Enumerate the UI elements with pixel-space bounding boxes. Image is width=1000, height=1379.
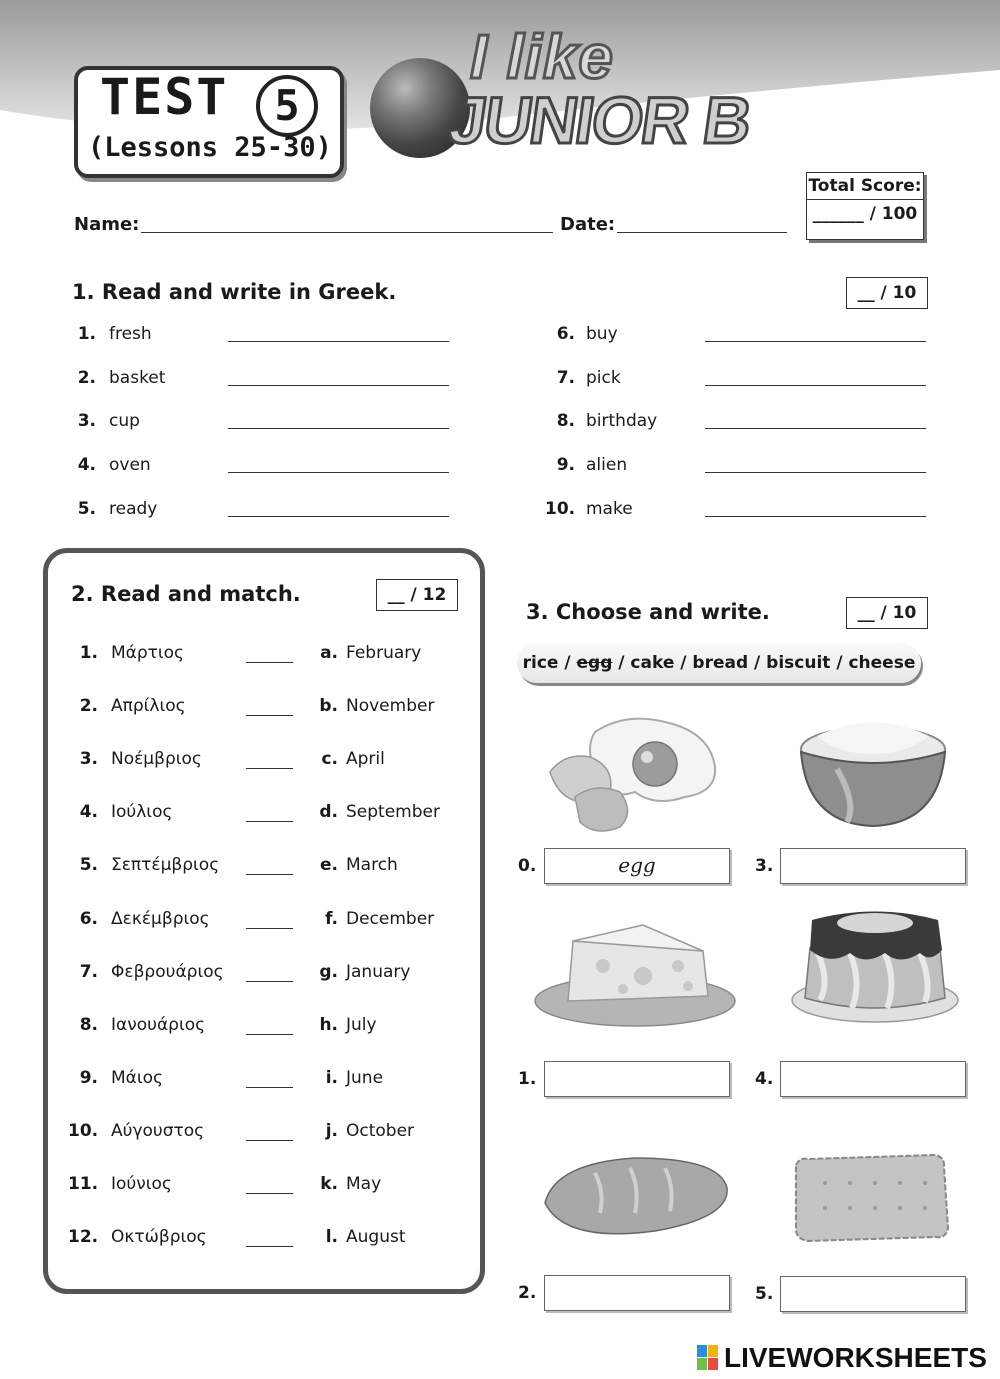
section2-score[interactable]: __ / 12: [376, 579, 458, 611]
match-number: 12.: [68, 1227, 99, 1248]
match-answer-line[interactable]: [246, 1086, 293, 1088]
greek-month: Μάρτιος: [111, 643, 185, 663]
match-letter: d.: [319, 802, 338, 823]
item-word: birthday: [586, 411, 658, 432]
greek-month: Αύγουστος: [111, 1120, 205, 1141]
english-month: November: [346, 696, 435, 717]
section1-score[interactable]: __ / 10: [846, 277, 928, 309]
match-number: 9.: [79, 1067, 98, 1088]
total-score-label: Total Score:: [807, 173, 923, 200]
date-label: Date:: [560, 214, 616, 235]
greek-month: Φεβρουάριος: [111, 961, 224, 982]
match-letter: j.: [325, 1120, 338, 1141]
food-answer-box[interactable]: egg: [544, 848, 730, 884]
word-bank-rest: cake / bread / biscuit / cheese: [630, 653, 916, 673]
item-word: pick: [586, 367, 621, 388]
greek-month: Σεπτέμβριος: [111, 855, 220, 876]
match-answer-line[interactable]: [246, 980, 293, 982]
english-month: August: [346, 1227, 406, 1248]
match-answer-line[interactable]: [246, 1033, 293, 1035]
footer-brand: LIVEWORKSHEETS: [724, 1342, 987, 1373]
english-month: May: [346, 1174, 382, 1194]
greek-answer-line[interactable]: [705, 515, 926, 517]
greek-month: Οκτώβριος: [111, 1227, 207, 1248]
greek-month: Απρίλιος: [111, 696, 186, 717]
section2-title: 2. Read and match.: [71, 582, 301, 606]
picture-number: 1.: [518, 1069, 537, 1089]
picture-number: 5.: [755, 1284, 774, 1304]
match-answer-line[interactable]: [246, 767, 293, 769]
picture-number: 3.: [755, 856, 774, 876]
item-number: 4.: [77, 455, 96, 476]
match-number: 4.: [79, 802, 98, 823]
match-number: 10.: [68, 1120, 99, 1141]
english-month: January: [346, 961, 411, 982]
match-letter: e.: [320, 855, 338, 876]
greek-answer-line[interactable]: [228, 384, 449, 386]
date-field[interactable]: [617, 214, 787, 233]
section1-title: 1. Read and write in Greek.: [72, 280, 397, 304]
logo-title-line2: JUNIOR B: [444, 83, 755, 157]
total-score-value[interactable]: ______ / 100: [812, 204, 918, 224]
match-answer-line[interactable]: [246, 820, 293, 822]
item-word: basket: [109, 367, 166, 388]
item-word: buy: [586, 324, 618, 344]
greek-answer-line[interactable]: [705, 427, 926, 429]
greek-answer-line[interactable]: [228, 427, 449, 429]
item-number: 2.: [77, 367, 96, 388]
match-letter: k.: [320, 1174, 338, 1194]
item-word: cup: [109, 411, 140, 432]
english-month: July: [346, 1014, 377, 1035]
name-label: Name:: [74, 214, 140, 235]
match-answer-line[interactable]: [246, 1139, 293, 1141]
item-word: make: [586, 498, 633, 519]
match-letter: a.: [320, 643, 338, 663]
item-number: 10.: [545, 498, 576, 519]
match-number: 6.: [79, 908, 98, 929]
match-answer-line[interactable]: [246, 1192, 293, 1194]
picture-number: 4.: [755, 1069, 774, 1089]
match-number: 5.: [79, 855, 98, 876]
test-word: TEST: [100, 68, 229, 126]
item-word: oven: [109, 455, 151, 476]
match-letter: b.: [319, 696, 338, 717]
rice-picture-icon: [797, 714, 949, 829]
match-letter: c.: [321, 749, 338, 770]
match-letter: f.: [325, 908, 338, 929]
picture-number: 2.: [518, 1283, 537, 1303]
match-letter: h.: [319, 1014, 338, 1035]
item-number: 8.: [556, 411, 575, 432]
match-number: 3.: [79, 749, 98, 770]
match-number: 8.: [79, 1014, 98, 1035]
section3-title: 3. Choose and write.: [526, 600, 770, 624]
greek-month: Δεκέμβριος: [111, 908, 210, 929]
match-answer-line[interactable]: [246, 661, 293, 663]
greek-answer-line[interactable]: [228, 515, 449, 517]
match-answer-line[interactable]: [246, 714, 293, 716]
greek-month: Μάιος: [111, 1067, 164, 1088]
item-number: 3.: [77, 411, 96, 432]
biscuit-picture-icon: [790, 1153, 950, 1245]
match-letter: i.: [325, 1067, 338, 1088]
food-answer-box[interactable]: [544, 1275, 730, 1311]
food-answer-box[interactable]: [780, 848, 966, 884]
match-number: 7.: [79, 961, 98, 982]
item-number: 9.: [556, 455, 575, 476]
item-word: fresh: [109, 324, 152, 344]
cake-picture-icon: [790, 908, 960, 1026]
greek-month: Νοέμβριος: [111, 749, 202, 770]
item-word: alien: [586, 455, 628, 476]
match-answer-line[interactable]: [246, 873, 293, 875]
test-number: 5: [256, 75, 318, 137]
name-field[interactable]: [141, 214, 553, 233]
word-bank: [517, 643, 921, 683]
greek-month: Ιούλιος: [111, 802, 173, 823]
english-month: June: [346, 1067, 384, 1088]
english-month: October: [346, 1120, 415, 1141]
greek-month: Ιούνιος: [111, 1174, 172, 1194]
match-number: 2.: [79, 696, 98, 717]
egg-picture-icon: [545, 712, 720, 837]
picture-number: 0.: [518, 856, 537, 876]
word-bank-sep: /: [558, 653, 577, 673]
english-month: April: [346, 749, 385, 770]
food-answer-box[interactable]: [780, 1276, 966, 1312]
item-number: 7.: [556, 367, 575, 388]
logo-title-line1: I like: [470, 23, 614, 92]
english-month: February: [346, 643, 422, 663]
item-number: 5.: [77, 498, 96, 519]
greek-answer-line[interactable]: [705, 471, 926, 473]
lessons-range: (Lessons 25-30): [88, 132, 332, 163]
english-month: March: [346, 855, 398, 876]
item-number: 6.: [556, 324, 575, 344]
english-month: December: [346, 908, 435, 929]
greek-answer-line[interactable]: [228, 471, 449, 473]
word-bank-egg-crossed: egg: [576, 653, 613, 673]
match-number: 1.: [79, 643, 98, 663]
word-bank-sep: /: [612, 653, 631, 673]
bread-picture-icon: [535, 1153, 730, 1237]
greek-month: Ιανουάριος: [111, 1014, 206, 1035]
section3-score[interactable]: __ / 10: [846, 597, 928, 629]
item-number: 1.: [77, 324, 96, 344]
item-word: ready: [109, 498, 158, 519]
english-month: September: [346, 802, 440, 823]
greek-answer-line[interactable]: [228, 340, 449, 342]
total-score-box: [806, 172, 924, 240]
match-answer-line[interactable]: [246, 927, 293, 929]
food-answer-box[interactable]: [544, 1061, 730, 1097]
food-answer-box[interactable]: [780, 1061, 966, 1097]
greek-answer-line[interactable]: [705, 384, 926, 386]
match-letter: l.: [325, 1227, 338, 1248]
match-letter: g.: [319, 961, 338, 982]
match-answer-line[interactable]: [246, 1245, 293, 1247]
match-number: 11.: [68, 1174, 99, 1194]
greek-answer-line[interactable]: [705, 340, 926, 342]
cheese-picture-icon: [533, 921, 738, 1029]
liveworksheets-logo-icon: [697, 1345, 719, 1371]
word-bank-rice: rice: [522, 653, 559, 673]
